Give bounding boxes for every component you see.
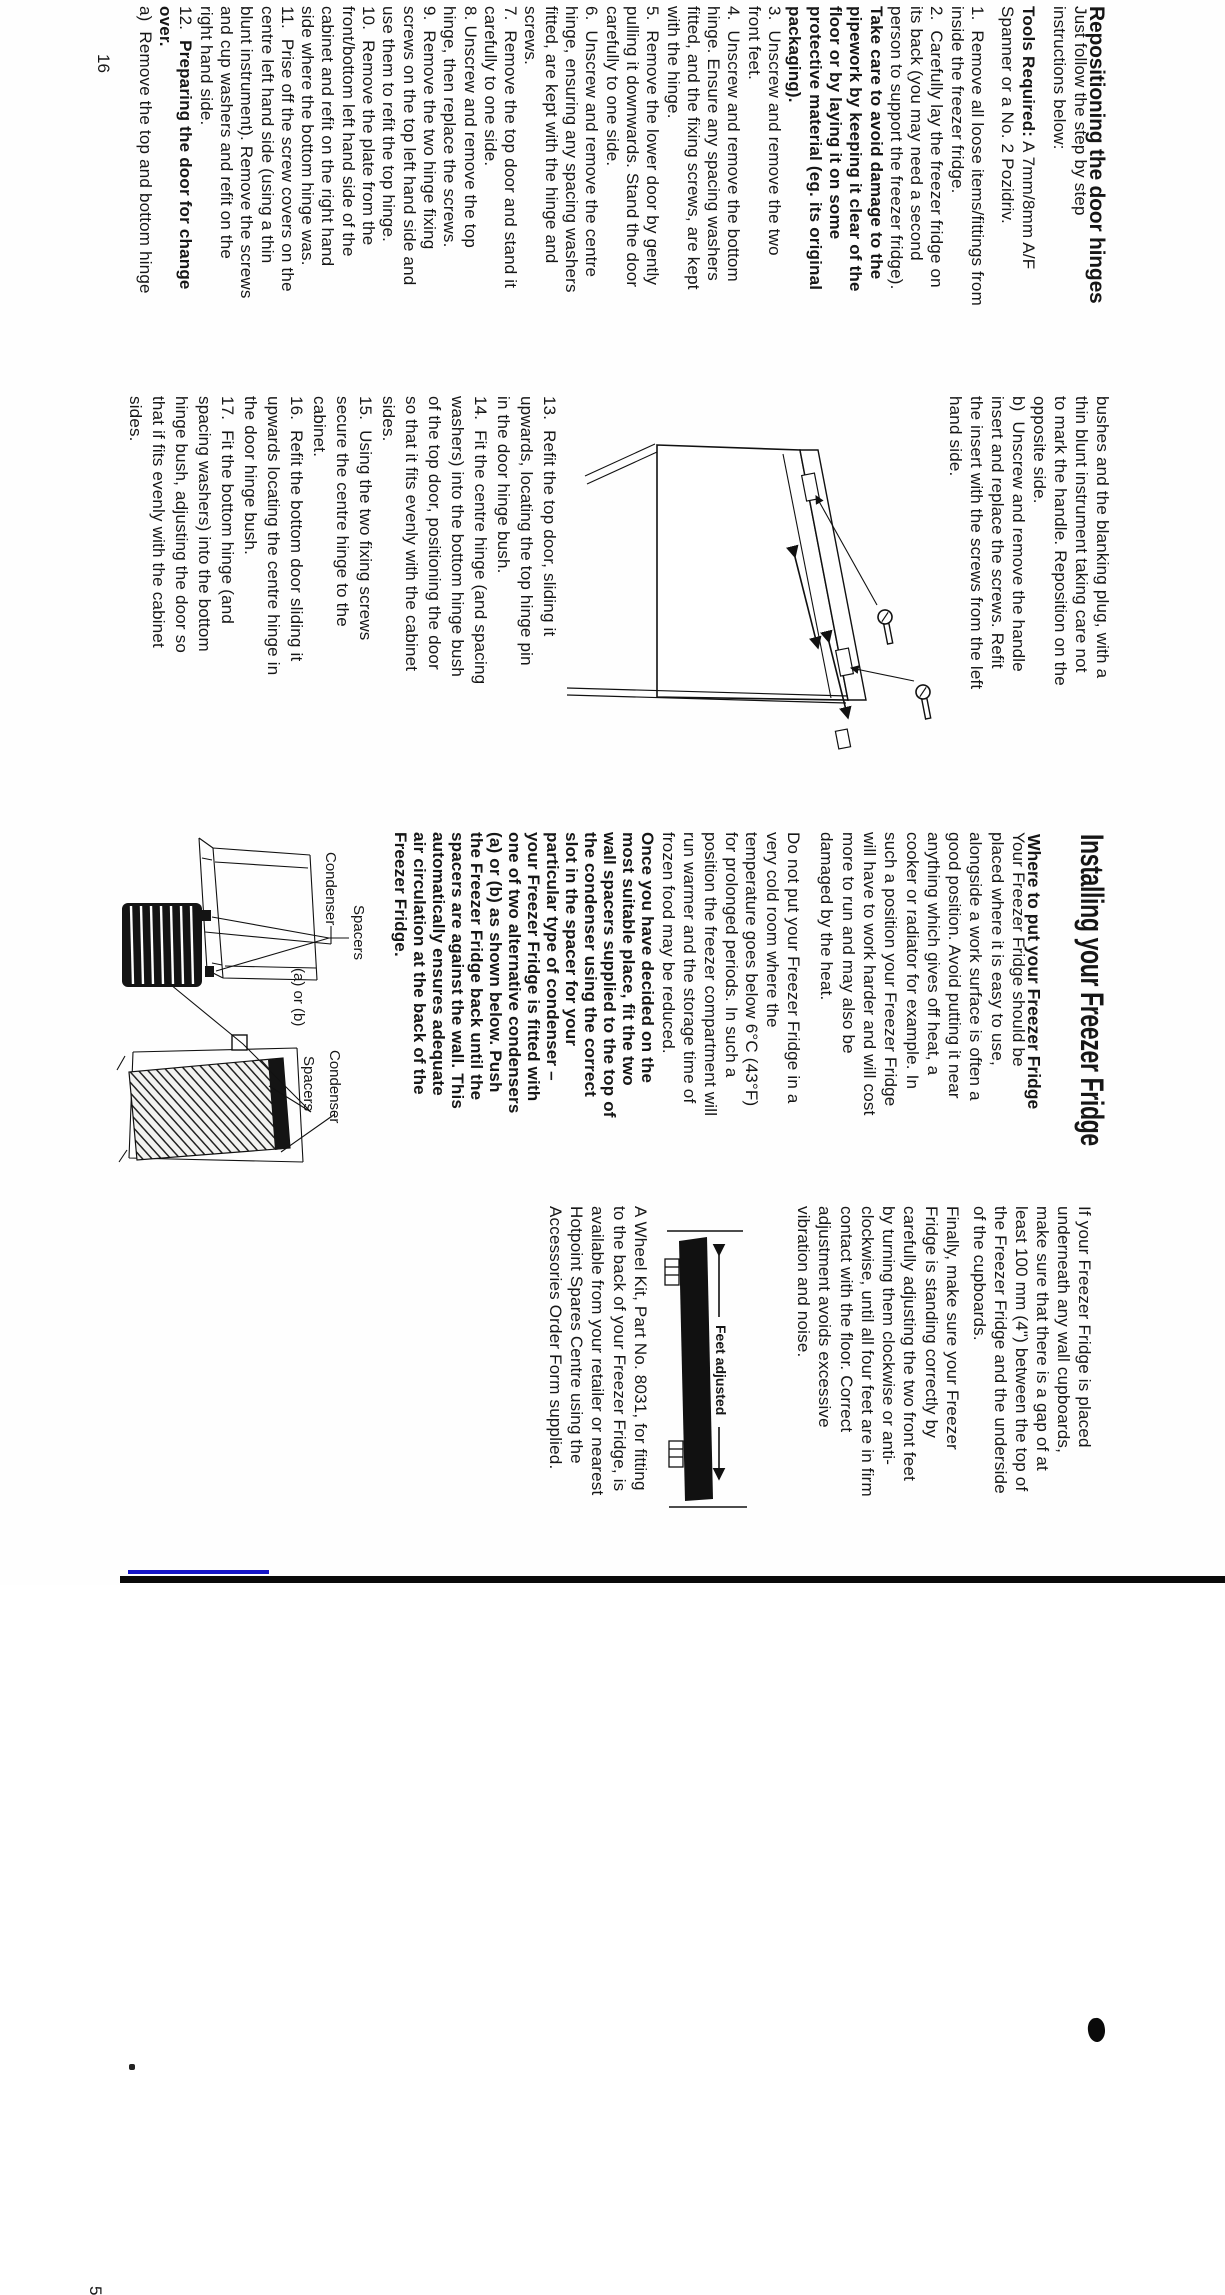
text-line: the Freezer Fridge and the underside	[991, 1206, 1010, 1494]
text-line: 7. Remove the top door and stand it	[501, 6, 521, 289]
text-line: Just follow the step by step	[1071, 6, 1090, 216]
text-line: the condenser using the correct	[581, 832, 600, 1098]
text-line: good position. Avoid putting it near	[945, 832, 965, 1099]
label-feet-adjusted: Feet adjusted	[713, 1325, 729, 1416]
text-line: by turning them clockwise or anti-	[879, 1206, 899, 1466]
text-line: clockwise, until all four feet are in firm	[857, 1206, 877, 1497]
scan-edge-bar	[120, 1576, 1225, 1583]
label-a-or-b: (a) or (b)	[290, 968, 307, 1027]
text-line: with the hinge.	[663, 6, 683, 119]
text-line: centre left hand side (using a thin	[257, 6, 277, 264]
text-line: bushes and the blanking plug, with a	[1093, 396, 1112, 679]
page5-subheading: Where to put your Freezer Fridge	[1024, 834, 1045, 1110]
scan-blotch	[1086, 2017, 1106, 2043]
text-line: frozen food may be reduced.	[659, 832, 679, 1054]
text-line: Accessories Order Form supplied.	[545, 1206, 565, 1470]
text-line: upwards, locating the top hinge pin	[517, 396, 536, 666]
text-line: least 100 mm (4") between the top of	[1012, 1206, 1031, 1492]
fridge-base-silhouette	[679, 1237, 713, 1501]
text-line: very cold room where the	[763, 832, 783, 1028]
text-line: Tools Required: A 7mm/8mm A/F	[1019, 6, 1038, 270]
text-line: If your Freezer Fridge is placed	[1075, 1206, 1094, 1448]
label-spacers-b: Spacers	[300, 1056, 317, 1112]
text-line: of the top door, positioning the door	[425, 396, 444, 670]
text-line: adjustment avoids excessive	[815, 1206, 835, 1428]
text-line: thin blunt instrument taking care not	[1072, 396, 1091, 673]
text-line: 17. Fit the bottom hinge (and	[218, 396, 237, 625]
text-line: that if fits evenly with the cabinet	[149, 396, 168, 648]
page5-right-paragraph-2	[793, 1206, 963, 1584]
text-line: hinge, then replace the screws.	[440, 6, 460, 248]
page5-paragraph-1	[816, 832, 1029, 1212]
text-line: will have to work harder and will cost	[859, 832, 879, 1116]
text-line: to the back of your Freezer Fridge, is	[609, 1206, 629, 1492]
page5-wheel-kit-note	[545, 1206, 651, 1584]
text-line: packaging).	[785, 6, 805, 103]
text-line: such a position your Freezer Fridge	[881, 832, 901, 1107]
text-line: Once you have decided on the	[638, 832, 657, 1084]
text-line: sides.	[379, 396, 398, 442]
text-line: automatically ensures adequate	[429, 832, 448, 1096]
text-line: more to run and may also be	[838, 832, 858, 1054]
page-16	[0, 0, 1225, 792]
text-line: of the cupboards.	[970, 1206, 989, 1341]
text-line: 6. Unscrew and remove the centre	[582, 6, 602, 278]
text-line: particular type of condenser –	[543, 832, 562, 1081]
text-line: 16. Refit the bottom door sliding it	[287, 396, 306, 662]
text-line: Fridge is standing correctly by	[921, 1206, 941, 1439]
text-line: use them to refit the top hinge.	[379, 6, 399, 243]
text-line: insert and replace the screws. Refit	[988, 396, 1007, 669]
page5-paragraph-bold	[391, 832, 657, 1212]
text-line: spacers are against the wall. This	[448, 832, 467, 1110]
text-line: cabinet and refit on the right hand	[318, 6, 338, 267]
page16-right-column-steps	[124, 396, 561, 792]
text-line: screws on the top left hand side and	[399, 6, 419, 286]
text-line: 11. Prise off the screw covers on the	[277, 6, 297, 292]
text-line: 9. Remove the two hinge fixing	[419, 6, 439, 250]
text-line: damaged by the heat.	[817, 832, 837, 1001]
hinge-bush	[835, 729, 850, 749]
page5-number: 5	[86, 2286, 105, 2295]
wall-spacer	[202, 910, 211, 921]
text-line: instructions below:	[1050, 6, 1069, 150]
page16-tools-required	[997, 6, 1039, 398]
text-line: wall spacers supplied to the top of	[600, 832, 619, 1118]
text-line: make sure that there is a gap of at	[1033, 1206, 1052, 1471]
text-line: sides.	[126, 396, 145, 442]
door-hinge-diagram	[555, 430, 945, 790]
text-line: to mark the handle. Reposition on the	[1051, 396, 1070, 686]
text-line: Freezer Fridge.	[391, 832, 410, 957]
text-line: so that it fits evenly with the cabinet	[402, 396, 421, 672]
text-line: secure the centre hinge to the	[333, 396, 352, 627]
feet-adjusted-diagram	[650, 1225, 755, 1515]
text-line: hand side.	[946, 396, 965, 477]
text-line: the insert with the screws from the left	[967, 396, 986, 690]
text-line: contact with the floor. Correct	[836, 1206, 856, 1433]
screw-icon	[877, 609, 897, 645]
text-line: 15. Using the two fixing screws	[356, 396, 375, 641]
text-line: floor or by laying it on some	[825, 6, 845, 240]
text-line: 1. Remove all loose items/fittings from	[968, 6, 987, 306]
text-line: over.	[156, 6, 176, 47]
text-line: carefully to one side.	[480, 6, 500, 167]
scan-blue-line-artifact	[128, 1570, 269, 1574]
text-line: 14. Fit the centre hinge (and spacing	[471, 396, 490, 685]
text-line: 13. Refit the top door, sliding it	[540, 396, 559, 637]
wall-spacer	[205, 966, 214, 977]
text-line: blunt instrument). Remove the screws	[237, 6, 257, 299]
page16-number: 16	[94, 54, 113, 73]
label-spacers-a: Spacers	[350, 905, 367, 961]
text-line: Spanner or a No. 2 Pozidriv.	[998, 6, 1017, 224]
text-line: front/bottom left hand side of the	[338, 6, 358, 257]
text-line: (a) or (b) as shown below. Push	[486, 832, 505, 1093]
text-line: alongside a work surface is often a	[966, 832, 986, 1101]
page16-heading: Repositioning the door hinges	[1084, 6, 1108, 304]
label-condenser-b: Condenser	[326, 1050, 343, 1124]
text-line: placed where it is easy to use,	[987, 832, 1007, 1066]
text-line: 2. Carefully lay the freezer fridge on	[927, 6, 947, 288]
text-line: hinge bush, adjusting the door so	[172, 396, 191, 654]
condenser-b-plate	[129, 1035, 290, 1160]
text-line: one of two alternative condensers	[505, 832, 524, 1114]
text-line: protective material (eg. its original	[805, 6, 825, 291]
text-line: for prolonged periods. In such a	[721, 832, 741, 1078]
label-condenser-a: Condenser	[322, 852, 339, 926]
page16-intro	[1049, 6, 1091, 398]
text-line: 12. Preparing the door for change	[176, 6, 196, 290]
text-line: available from your retailer or nearest	[588, 1206, 608, 1496]
text-line: hinge, ensuring any spacing washers	[562, 6, 582, 293]
text-line: screws.	[521, 6, 541, 66]
text-line: 5. Remove the lower door by gently	[643, 6, 663, 286]
text-line: opposite side.	[1030, 396, 1049, 504]
text-line: air circulation at the back of the	[410, 832, 429, 1095]
text-line: person to support the freezer fridge).	[886, 6, 906, 290]
text-line: fitted, are kept with the hinge and	[541, 6, 561, 264]
text-line: slot in the spacer for your	[562, 832, 581, 1047]
text-line: carefully to one side.	[602, 6, 622, 167]
text-line: in the door hinge bush.	[494, 396, 513, 574]
text-line: and cup washers and refit on the	[217, 6, 237, 260]
text-line: your Freezer Fridge is fitted with	[524, 832, 543, 1102]
text-line: the door hinge bush.	[241, 396, 260, 556]
text-line: vibration and noise.	[793, 1206, 813, 1358]
page16-right-column-top	[945, 396, 1113, 792]
text-line: cabinet.	[310, 396, 329, 458]
text-line: run warmer and the storage time of	[680, 832, 700, 1104]
text-line: side where the bottom hinge was.	[298, 6, 318, 266]
text-line: A Wheel Kit, Part No. 8031, for fitting	[631, 1206, 650, 1491]
text-line: Finally, make sure your Freezer	[943, 1206, 962, 1450]
text-line: front feet.	[744, 6, 764, 81]
text-line: pulling it downwards. Stand the door	[622, 6, 642, 288]
text-line: the Freezer Fridge back until the	[467, 832, 486, 1101]
screw-icon	[915, 684, 935, 720]
text-line: most suitable place, fit the two	[619, 832, 638, 1086]
text-line: Take care to avoid damage to the	[866, 6, 886, 280]
page5-heading: Installing your Freezer Fridge	[1073, 834, 1110, 1146]
text-line: its back (you may need a second	[907, 6, 927, 261]
text-line: temperature goes below 6°C (43°F)	[742, 832, 762, 1107]
text-line: 4. Unscrew and remove the bottom	[724, 6, 744, 282]
page5-paragraph-2	[657, 832, 803, 1212]
text-line: washers) into the bottom hinge bush	[448, 396, 467, 678]
text-line: Your Freezer Fridge should be	[1009, 832, 1028, 1067]
text-line: upwards locating the centre hinge in	[264, 396, 283, 676]
text-line: 8. Unscrew and remove the top	[460, 6, 480, 249]
text-line: fitted, and the fixing screws, are kept	[683, 6, 703, 290]
text-line: underneath any wall cupboards,	[1054, 1206, 1073, 1453]
scan-speck	[129, 2064, 135, 2070]
text-line: spacing washers) into the bottom	[195, 396, 214, 652]
page16-steps-column	[135, 6, 987, 398]
condenser-a-coil	[122, 903, 214, 987]
text-line: inside the freezer fridge.	[947, 6, 967, 194]
text-line: 3. Unscrew and remove the two	[765, 6, 785, 256]
text-line: cooker or radiator for example. In	[902, 832, 922, 1090]
text-line: a) Remove the top and bottom hinge	[135, 6, 155, 294]
text-line: b) Unscrew and remove the handle	[1009, 396, 1028, 672]
text-line: Hotpoint Spares Centre using the	[567, 1206, 587, 1464]
text-line: position the freezer compartment will	[700, 832, 720, 1117]
page5-right-paragraph-1	[969, 1206, 1095, 1584]
text-line: pipework by keeping it clear of the	[846, 6, 866, 292]
page-5	[0, 792, 1225, 2295]
text-line: 10. Remove the plate from the	[359, 6, 379, 246]
text-line: carefully adjusting the two front feet	[900, 1206, 920, 1482]
text-line: right hand side.	[196, 6, 216, 126]
text-line: Do not put your Freezer Fridge in a	[784, 832, 803, 1104]
text-line: anything which gives off heat, a	[923, 832, 943, 1076]
text-line: hinge. Ensure any spacing washers	[704, 6, 724, 281]
